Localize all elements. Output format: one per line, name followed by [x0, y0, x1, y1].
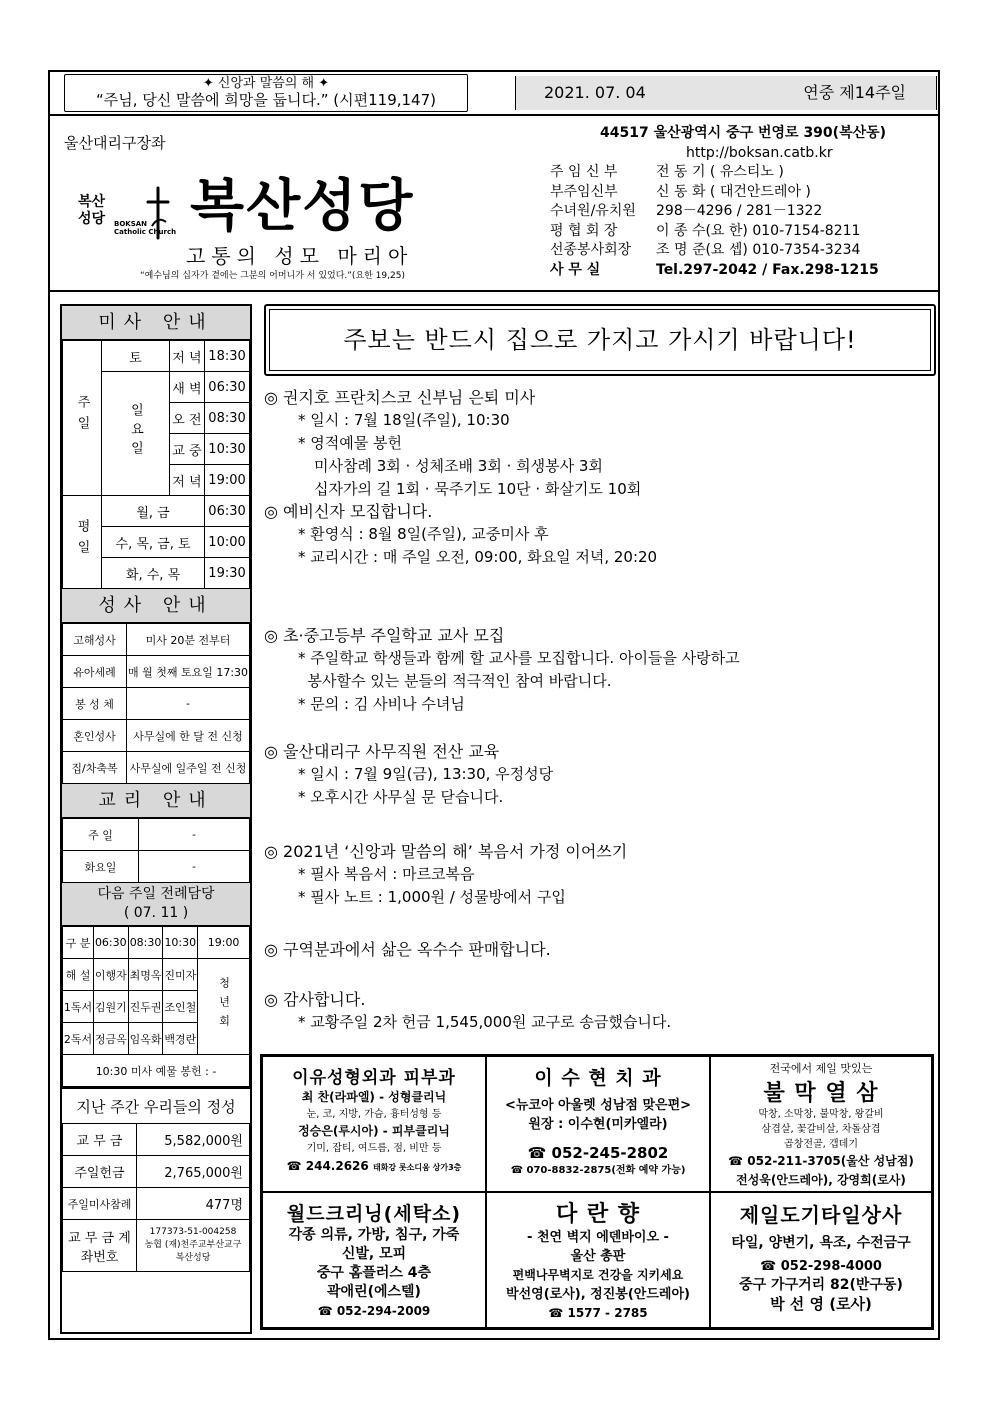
- donation-table: [62, 1123, 250, 1272]
- contact-row: [550, 163, 930, 183]
- sunday-day-label: 일요일: [102, 372, 170, 496]
- donation-title: 지난 주간 우리들의 정성: [62, 1087, 250, 1123]
- contact-value: 신 동 화 ( 대건안드레아 ): [656, 183, 811, 200]
- ad-wallpaper-phone: ☎ 1577 - 2785: [548, 1306, 648, 1320]
- wd-time-0: 06:30: [205, 496, 250, 527]
- account-holder: 복산성당: [175, 1253, 211, 1263]
- motto-verse: “주님, 당신 말씀에 희망을 둡니다.” (시편119,147): [95, 91, 436, 109]
- sac-v-0: 미사 20분 전부터: [127, 624, 250, 656]
- ad-tile-line: 타일, 양변기, 욕조, 수전금구: [731, 1235, 911, 1251]
- contact-label: 부주임신부: [550, 183, 618, 200]
- church-name: 복산성당: [190, 173, 415, 239]
- news-item: [264, 938, 944, 961]
- offering-note: 10:30 미사 예물 봉헌 : -: [63, 1055, 250, 1087]
- doc-k-1: 화요일: [63, 851, 139, 883]
- website-link[interactable]: http://boksan.catb.kr: [686, 144, 833, 161]
- weekday-label: 평일: [63, 496, 102, 589]
- ad-clinic-name: 이유성형외과 피부과: [292, 1068, 456, 1088]
- news-title: ◎ 2021년 ‘신앙과 말씀의 해’ 복음서 가정 이어쓰기: [264, 842, 628, 861]
- ad-restaurant-name: 불 막 열 삼: [763, 1081, 879, 1106]
- news-item: [264, 386, 944, 501]
- news-title: ◎ 권지호 프란치스코 신부님 은퇴 미사: [264, 388, 536, 407]
- liturgy-table: [62, 926, 250, 1087]
- ad-laundry-name: 월드크리닝(세탁소): [286, 1203, 462, 1225]
- sun-name-2: 교 중: [169, 434, 204, 465]
- motto-year: ✦ 신앙과 말씀의 해 ✦: [202, 76, 330, 91]
- ad-clinic-phone: ☎ 244.2626: [286, 1159, 369, 1173]
- ad-dental-name: 이 수 현 치 과: [534, 1067, 662, 1089]
- news-line: * 교리시간 : 매 주일 오전, 09:00, 화요일 저녁, 20:20: [298, 548, 658, 566]
- contact-row: [550, 261, 930, 281]
- ad-laundry-line: 중구 홈플러스 4층: [316, 1265, 432, 1281]
- ad-tile-phone: ☎ 052-298-4000: [760, 1259, 882, 1274]
- lit-col-4: 19:00: [198, 927, 250, 959]
- ad-restaurant-tagline: 전국에서 제일 맛있는: [769, 1062, 873, 1075]
- sat-name: 저 녁: [169, 341, 204, 372]
- ad-dental-phone2: ☎ 070-8832-2875(전화 예약 가능): [510, 1165, 686, 1176]
- wd-day-1: 수, 목, 금, 토: [102, 527, 205, 558]
- sac-v-4: 사무실에 일주일 전 신청: [127, 752, 250, 784]
- wd-time-2: 19:30: [205, 558, 250, 589]
- contact-rows: [550, 163, 930, 280]
- ad-wallpaper-line: 울산 총판: [570, 1249, 626, 1264]
- liturgical-week: 연중 제14주일: [803, 83, 906, 102]
- ad-clinic-line: 눈, 코, 지방, 가슴, 흉터성형 등: [306, 1109, 442, 1120]
- account-label: 교 무 금 계좌번호: [63, 1220, 137, 1272]
- account-number: 177373-51-004258: [149, 1227, 237, 1237]
- lit-row-0-c2: 진미자: [163, 959, 198, 991]
- ad-clinic-line: 기미, 잡티, 여드름, 점, 비만 등: [306, 1143, 442, 1154]
- news-line: * 문의 : 김 사비나 수녀님: [298, 695, 465, 713]
- contact-row: [550, 222, 930, 242]
- account-bank: 농협 (재)천주교부산교구: [144, 1240, 242, 1250]
- logo-english-line2: Catholic Church: [114, 228, 177, 236]
- news-line: * 필사 복음서 : 마르코복음: [298, 865, 475, 883]
- doc-v-0: -: [139, 819, 250, 851]
- lit-col-3: 10:30: [163, 927, 198, 959]
- contact-value: Tel.297-2042 / Fax.298-1215: [656, 261, 879, 278]
- doctrine-table: [62, 818, 250, 883]
- ad-laundry-line: 신발, 모피: [341, 1246, 407, 1262]
- contact-label: 주 임 신 부: [550, 164, 618, 180]
- lit-row-2-c2: 백경란: [163, 1023, 198, 1055]
- contact-label: 사 무 실: [550, 261, 601, 278]
- mass-table: [62, 340, 250, 589]
- don-v-0: 5,582,000원: [137, 1124, 250, 1156]
- ad-restaurant: [710, 1056, 932, 1192]
- liturgy-date: ( 07. 11 ): [123, 905, 189, 921]
- ad-laundry-phone: ☎ 052-294-2009: [317, 1304, 431, 1318]
- sac-v-1: 매 월 첫째 토요일 17:30: [127, 656, 250, 688]
- contact-info: [550, 124, 930, 280]
- contact-value: 전 동 기 ( 유스티노 ): [656, 164, 784, 180]
- ad-wallpaper-name: 다 란 향: [555, 1202, 641, 1227]
- contact-value: 조 명 준(요 셉) 010-7354-3234: [656, 242, 861, 258]
- sat-time: 18:30: [205, 341, 250, 372]
- sun-time-0: 06:30: [205, 372, 250, 403]
- bulletin-page: [48, 70, 940, 1340]
- sun-time-2: 10:30: [205, 434, 250, 465]
- doctrine-title: 교리 안내: [62, 784, 250, 818]
- ad-laundry-line: 곽애린(에스텔): [327, 1284, 421, 1300]
- lit-row-1-k: 1독서: [63, 991, 94, 1023]
- sac-k-1: 유아세례: [63, 656, 127, 688]
- sun-name-0: 새 벽: [169, 372, 204, 403]
- ad-clinic-line: 정승은(루시아) - 피부클리닉: [298, 1124, 450, 1138]
- date-box: [515, 76, 937, 110]
- news-line: * 필사 노트 : 1,000원 / 성물방에서 구입: [298, 888, 566, 906]
- ad-tile-line: 중구 가구거리 82(반구동): [739, 1277, 903, 1293]
- ad-clinic-line: 최 찬(라파엘) - 성형클리닉: [301, 1090, 447, 1104]
- patron-quote: “예수님의 십자가 곁에는 그분의 어머니가 서 있었다.”(요한 19,25): [140, 271, 405, 281]
- contact-label: 선종봉사회장: [550, 242, 632, 258]
- don-k-1: 주일헌금: [63, 1156, 137, 1188]
- ad-dental-phone: ☎ 052-245-2802: [527, 1144, 669, 1162]
- contact-row: [550, 183, 930, 203]
- top-bar: [50, 72, 938, 116]
- ad-restaurant-line: 곱창전골, 갭데기: [784, 1139, 858, 1150]
- contact-label: 수녀원/유치원: [550, 203, 636, 219]
- patron-name: 고통의 성모 마리아: [186, 244, 414, 268]
- diocese-label: 울산대리구장좌: [64, 134, 166, 152]
- contact-value: 298－4296 / 281－1322: [656, 203, 823, 219]
- lit-col-1: 06:30: [93, 927, 128, 959]
- news-title: ◎ 구역분과에서 삶은 옥수수 판매합니다.: [264, 940, 551, 959]
- ad-restaurant-owner: 전성욱(안드레아), 강영희(로사): [736, 1173, 906, 1187]
- sunday-label: 주일: [63, 341, 102, 496]
- sun-time-1: 08:30: [205, 403, 250, 434]
- don-v-1: 2,765,000원: [137, 1156, 250, 1188]
- lit-row-0-c1: 최명옥: [128, 959, 163, 991]
- masthead: [50, 116, 938, 292]
- ad-restaurant-line: 삼겹살, 꽃갈비살, 차돌삼겹: [761, 1124, 881, 1135]
- sun-time-3: 19:00: [205, 465, 250, 496]
- news-line: * 오후시간 사무실 문 닫습니다.: [298, 788, 504, 806]
- lit-row-2-k: 2독서: [63, 1023, 94, 1055]
- sac-v-2: -: [127, 688, 250, 720]
- liturgy-title-block: [62, 883, 250, 926]
- ad-wallpaper-line: - 천연 벽지 에덴바이오 -: [527, 1230, 669, 1245]
- sun-name-1: 오 전: [169, 403, 204, 434]
- ad-restaurant-line: 막창, 소막창, 불막창, 왕갈비: [758, 1109, 884, 1120]
- ad-tile-name: 제일도기타일상사: [739, 1203, 903, 1227]
- lit-col-0: 구 분: [63, 927, 94, 959]
- lit-row-1-c2: 조인철: [163, 991, 198, 1023]
- sac-k-0: 고해성사: [63, 624, 127, 656]
- contact-label: 평 협 회 장: [550, 222, 618, 239]
- logo-text-line2: 성당: [78, 211, 106, 227]
- left-column: [60, 304, 252, 1334]
- news-line: * 환영식 : 8월 8일(주일), 교중미사 후: [298, 525, 549, 543]
- lit-row-1-c0: 김원기: [93, 991, 128, 1023]
- news-title: ◎ 예비신자 모집합니다.: [264, 502, 433, 521]
- logo-text-line1: 복산: [78, 194, 106, 210]
- ad-wallpaper-line: 편백나무벽지로 건강을 지키세요: [512, 1268, 684, 1282]
- ad-clinic: [262, 1056, 486, 1192]
- lit-row-0-c0: 이행자: [93, 959, 128, 991]
- news-line: * 주일학교 학생들과 함께 할 교사를 모집합니다. 아이들을 사랑하고: [298, 649, 740, 667]
- contact-value: 이 종 수(요 한) 010-7154-8211: [656, 222, 861, 239]
- news-title: ◎ 울산대리구 사무직원 전산 교육: [264, 742, 500, 761]
- news-title: ◎ 초·중고등부 주일학교 교사 모집: [264, 626, 505, 645]
- don-k-0: 교 무 금: [63, 1124, 137, 1156]
- ad-restaurant-phone: ☎ 052-211-3705(울산 성남점): [728, 1154, 914, 1168]
- ad-dental: [486, 1056, 710, 1192]
- take-home-banner: 주보는 반드시 집으로 가지고 가시기 바랍니다!: [264, 304, 936, 376]
- ad-laundry-line: 각종 의류, 가방, 침구, 가죽: [288, 1227, 460, 1243]
- sun-name-3: 저 녁: [169, 465, 204, 496]
- wd-day-2: 화, 수, 목: [102, 558, 205, 589]
- ad-laundry: [262, 1192, 486, 1328]
- lit-col-2: 08:30: [128, 927, 163, 959]
- sacrament-title: 성사 안내: [62, 589, 250, 623]
- lit-row-2-c1: 임옥화: [128, 1023, 163, 1055]
- ad-clinic-address: 태화강 롯소디움 상가3층: [372, 1163, 462, 1172]
- doc-k-0: 주 일: [63, 819, 139, 851]
- wd-time-1: 10:00: [205, 527, 250, 558]
- sacrament-table: [62, 623, 250, 784]
- wd-day-0: 월, 금: [102, 496, 205, 527]
- ad-tile: [710, 1192, 932, 1328]
- lit-row-1-c1: 진두권: [128, 991, 163, 1023]
- contact-row: [550, 202, 930, 222]
- ad-dental-line: <뉴코아 아울렛 성남점 맞은편>: [504, 1098, 692, 1113]
- sac-k-4: 집/차축복: [63, 752, 127, 784]
- news-subline: 십자가의 길 1회 · 묵주기도 10단 · 화살기도 10회: [314, 480, 642, 498]
- news-line: * 일시 : 7월 18일(주일), 10:30: [298, 411, 510, 429]
- news-item: [264, 740, 944, 809]
- account-info: [137, 1220, 250, 1272]
- news-line: * 일시 : 7월 9일(금), 13:30, 우정성당: [298, 765, 554, 783]
- news-item: [264, 624, 944, 716]
- logo-text: [78, 194, 105, 228]
- address: 44517 울산광역시 중구 번영로 390(복산동): [600, 125, 887, 141]
- news-line: * 영적예물 봉헌: [298, 434, 402, 452]
- news-line: 봉사할수 있는 분들의 적극적인 참여 바랍니다.: [298, 672, 612, 690]
- motto-box: [64, 74, 468, 112]
- contact-row: [550, 241, 930, 261]
- issue-date: 2021. 07. 04: [544, 83, 646, 102]
- ad-dental-line: 원장 : 이수현(미카엘라): [528, 1117, 668, 1132]
- don-v-2: 477명: [137, 1188, 250, 1220]
- sac-k-3: 혼인성사: [63, 720, 127, 752]
- news-item: [264, 500, 944, 569]
- logo-english-line1: BOKSAN: [114, 220, 148, 228]
- logo-english: [114, 220, 176, 236]
- news-line: * 교황주일 2차 헌금 1,545,000원 교구로 송금했습니다.: [298, 1013, 672, 1031]
- mass-title: 미사 안내: [62, 306, 250, 340]
- news-item: [264, 840, 944, 909]
- news-subline: 미사참례 3회 · 성체조배 3회 · 희생봉사 3회: [314, 457, 603, 475]
- ads-grid: [260, 1054, 934, 1330]
- ad-wallpaper: [486, 1192, 710, 1328]
- don-k-2: 주일미사참례: [63, 1188, 137, 1220]
- ad-tile-owner: 박 선 영 (로사): [770, 1295, 872, 1313]
- doc-v-1: -: [139, 851, 250, 883]
- youth-group: 청년회: [198, 959, 250, 1055]
- lit-row-2-c0: 정금옥: [93, 1023, 128, 1055]
- sat-day: 토: [102, 341, 170, 372]
- news-title: ◎ 감사합니다.: [264, 990, 366, 1009]
- sac-v-3: 사무실에 한 달 전 신청: [127, 720, 250, 752]
- liturgy-title: 다음 주일 전례담당: [97, 886, 215, 902]
- lit-row-0-k: 해 설: [63, 959, 94, 991]
- news-item: [264, 988, 944, 1034]
- ad-wallpaper-line: 박선영(로사), 정진봉(안드레아): [506, 1287, 690, 1302]
- sac-k-2: 봉 성 체: [63, 688, 127, 720]
